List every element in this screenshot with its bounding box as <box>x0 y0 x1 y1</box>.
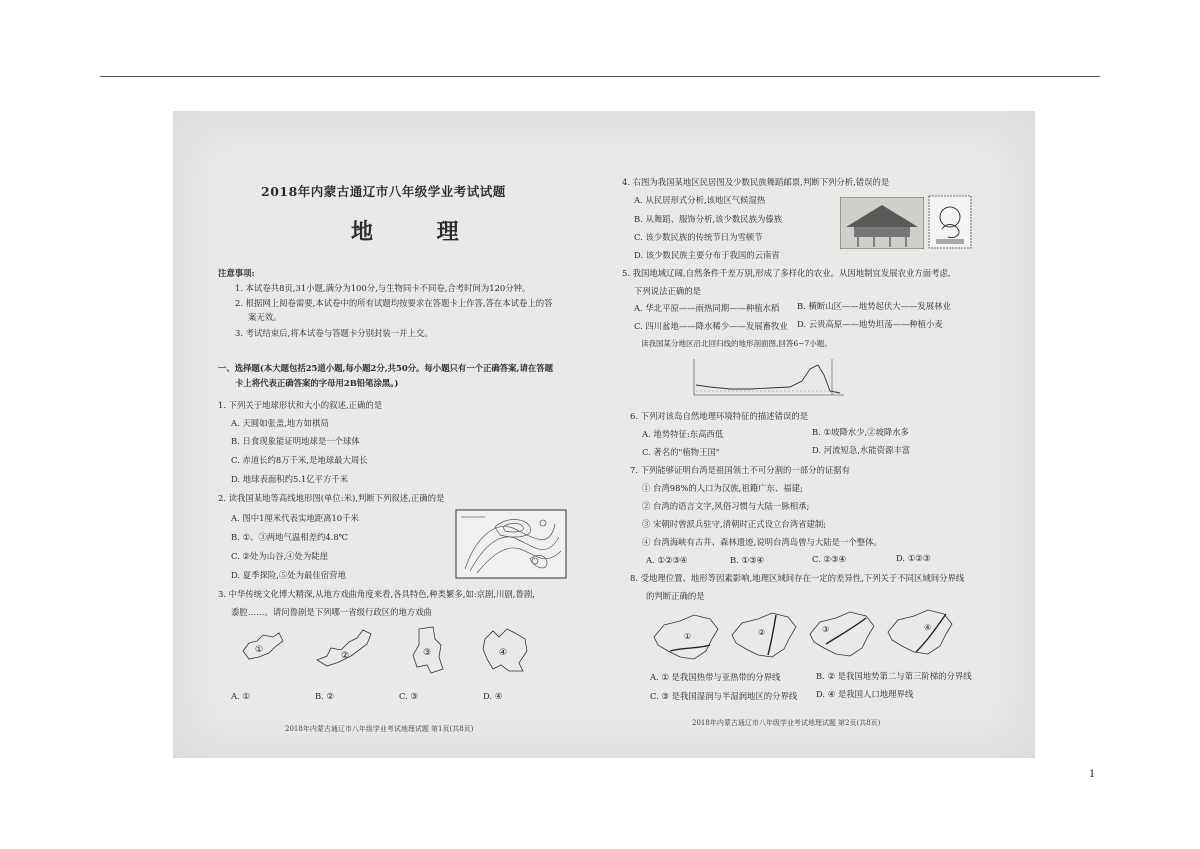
question-3-option-a: A. ① <box>231 691 250 701</box>
question-7-option-c: C. ②③④ <box>812 554 846 564</box>
exam-scan <box>173 111 1035 758</box>
question-7-item: ② 台湾的语言文字,风俗习惯与大陆一脉相承; <box>642 501 810 511</box>
question-3-option-c: C. ③ <box>399 691 418 701</box>
left-page <box>173 111 604 758</box>
china-map-2 <box>728 609 800 661</box>
note-line: 案无效。 <box>248 312 282 322</box>
question-8-option-a: A. ① 是我国热带与亚热带的分界线 <box>650 672 781 682</box>
top-rule <box>100 76 1100 77</box>
question-6-stem: 6. 下列对该岛自然地理环境特征的描述错误的是 <box>630 411 809 421</box>
dance-stamp-image <box>928 195 972 249</box>
question-7-stem: 7. 下列能够证明台湾是祖国领土不可分割的一部分的证据有 <box>630 465 851 475</box>
page-number: 1 <box>1089 766 1095 780</box>
question-6-option-b: B. ①坡降水少,②坡降水多 <box>812 427 910 437</box>
question-1-stem: 1. 下列关于地球形状和大小的叙述,正确的是 <box>218 400 383 410</box>
note-line: 2. 根据网上阅卷需要,本试卷中的所有试题均按要求在答题卡上作答,答在本试卷上的答 <box>235 298 553 308</box>
question-7-option-b: B. ①③④ <box>730 555 765 565</box>
china-map-1-label: ① <box>684 632 692 641</box>
terrain-profile-figure <box>690 355 846 399</box>
left-page-footer: 2018年内蒙古通辽市八年级学业考试地理试题 第1页(共8页) <box>285 725 474 733</box>
china-map-4 <box>884 606 956 658</box>
province-map-2 <box>313 626 375 670</box>
china-map-3 <box>806 608 878 660</box>
question-5-option-d: D. 云贵高原——地势坦荡——种植小麦 <box>797 319 943 329</box>
question-7-option-a: A. ①②③④ <box>646 555 688 565</box>
question-1-option-d: D. 地球表面积约5.1亿平方千米 <box>231 474 349 484</box>
question-1-option-c: C. 赤道长约8万千米,是地球最大周长 <box>231 455 368 465</box>
question-7-item: ① 台湾98%的人口为汉族,祖籍广东、福建; <box>642 483 803 493</box>
province-map-4-label: ④ <box>499 648 508 658</box>
question-4-option-a: A. 从民居形式分析,该地区气候湿热 <box>634 195 766 205</box>
china-map-1 <box>650 611 722 663</box>
china-map-2-label: ② <box>758 628 766 637</box>
question-3-stem: 3. 中华传统文化博大精深,从地方戏曲角度来看,各具特色,种类繁多,如:京剧,川剧,鲁剧, <box>218 589 535 599</box>
question-4-stem: 4. 右图为我国某地区民居图及少数民族舞蹈邮票,判断下列分析,错误的是 <box>622 177 890 187</box>
question-2-stem: 2. 读我国某地等高线地形图(单位:米),判断下列叙述,正确的是 <box>218 493 445 503</box>
question-8-option-d: D. ④ 是我国人口地理界线 <box>816 689 914 699</box>
question-7-item: ③ 宋朝时曾派兵驻守,清朝时正式设立台湾省建制; <box>642 519 827 529</box>
right-page-footer: 2018年内蒙古通辽市八年级学业考试地理试题 第2页(共8页) <box>692 719 881 727</box>
question-5-option-c: C. 四川盆地——降水稀少——发展畜牧业 <box>634 321 788 331</box>
question-5-stem-2: 下列说法正确的是 <box>634 286 701 296</box>
reading-instruction: 读我国某分地区沿北回归线的地形剖面图,回答6~7小题。 <box>641 339 832 348</box>
note-line: 1. 本试卷共8页,31小题,满分为100分,与生物同卡不同卷,合考时间为120分钟。 <box>235 283 531 293</box>
question-7-option-d: D. ①②③ <box>896 553 931 563</box>
question-3-option-b: B. ② <box>315 691 334 701</box>
province-map-3 <box>409 625 449 675</box>
question-8-option-c: C. ③ 是我国湿润与半湿润地区的分界线 <box>650 691 798 701</box>
exam-title: 2018年内蒙古通辽市八年级学业考试试题 <box>261 184 506 199</box>
province-map-1 <box>239 629 285 665</box>
question-2-option-b: B. ①、③两地气温相差约4.8℃ <box>231 532 349 542</box>
china-map-4-label: ④ <box>924 623 932 632</box>
question-5-option-a: A. 华北平原——雨热同期——种植水稻 <box>634 303 780 313</box>
question-2-option-c: C. ②处为山谷,④处为陡崖 <box>231 551 328 561</box>
notes-header: 注意事项: <box>218 268 255 278</box>
question-5-option-b: B. 横断山区——地势起伏大——发展林业 <box>797 301 951 311</box>
china-map-3-label: ③ <box>822 625 830 634</box>
question-8-stem: 8. 受地理位置、地形等因素影响,地理区域间存在一定的差异性,下列关于不同区域间分界线 <box>630 573 965 583</box>
province-map-2-label: ② <box>341 651 350 661</box>
right-page <box>604 111 1035 758</box>
stilt-house-photo <box>840 197 924 249</box>
question-7-item: ④ 台湾海峡有古井、森林遗迹,说明台湾岛曾与大陆是一个整体。 <box>642 537 882 547</box>
question-1-option-b: B. 日食现象能证明地球是一个球体 <box>231 436 360 446</box>
question-6-option-a: A. 地势特征:东高西低 <box>642 429 724 439</box>
question-4-option-d: D. 该少数民族主要分布于我国的云南省 <box>634 250 780 260</box>
province-map-4 <box>479 625 531 675</box>
question-2-option-d: D. 夏季探险,⑤处为最佳宿营地 <box>231 570 346 580</box>
question-3-option-d: D. ④ <box>483 691 503 701</box>
question-4-option-b: B. 从舞蹈、服饰分析,该少数民族为傣族 <box>634 214 783 224</box>
question-8-stem-2: 的判断正确的是 <box>646 591 705 601</box>
question-6-option-c: C. 著名的"植物王国" <box>642 447 720 457</box>
question-1-option-a: A. 天圆如张盖,地方如棋局 <box>231 418 329 428</box>
contour-map-figure <box>455 509 567 579</box>
section-title: 一、选择题(本大题包括25道小题,每小题2分,共50分。每小题只有一个正确答案,请在答题 <box>218 363 553 373</box>
section-title-2: 卡上将代表正确答案的字母用2B铅笔涂黑。) <box>235 378 399 388</box>
question-3-stem-2: 黍腔……。请问鲁剧是下列哪一省级行政区的地方戏曲 <box>231 607 432 617</box>
question-5-stem: 5. 我国地域辽阔,自然条件千差万别,形成了多样化的农业。从因地制宜发展农业方面考虑, <box>622 268 951 278</box>
subject-title: 地 理 <box>351 219 487 245</box>
note-line: 3. 考试结束后,将本试卷与答题卡分别封装一并上交。 <box>235 328 433 338</box>
question-2-option-a: A. 图中1厘米代表实地距离10千米 <box>231 513 359 523</box>
province-map-3-label: ③ <box>423 648 432 658</box>
question-8-option-b: B. ② 是我国地势第二与第三阶梯的分界线 <box>816 671 972 681</box>
question-4-option-c: C. 该少数民族的传统节日为雪顿节 <box>634 232 763 242</box>
question-6-option-d: D. 河流短急,水能资源丰富 <box>812 445 911 455</box>
province-map-1-label: ① <box>255 645 264 655</box>
